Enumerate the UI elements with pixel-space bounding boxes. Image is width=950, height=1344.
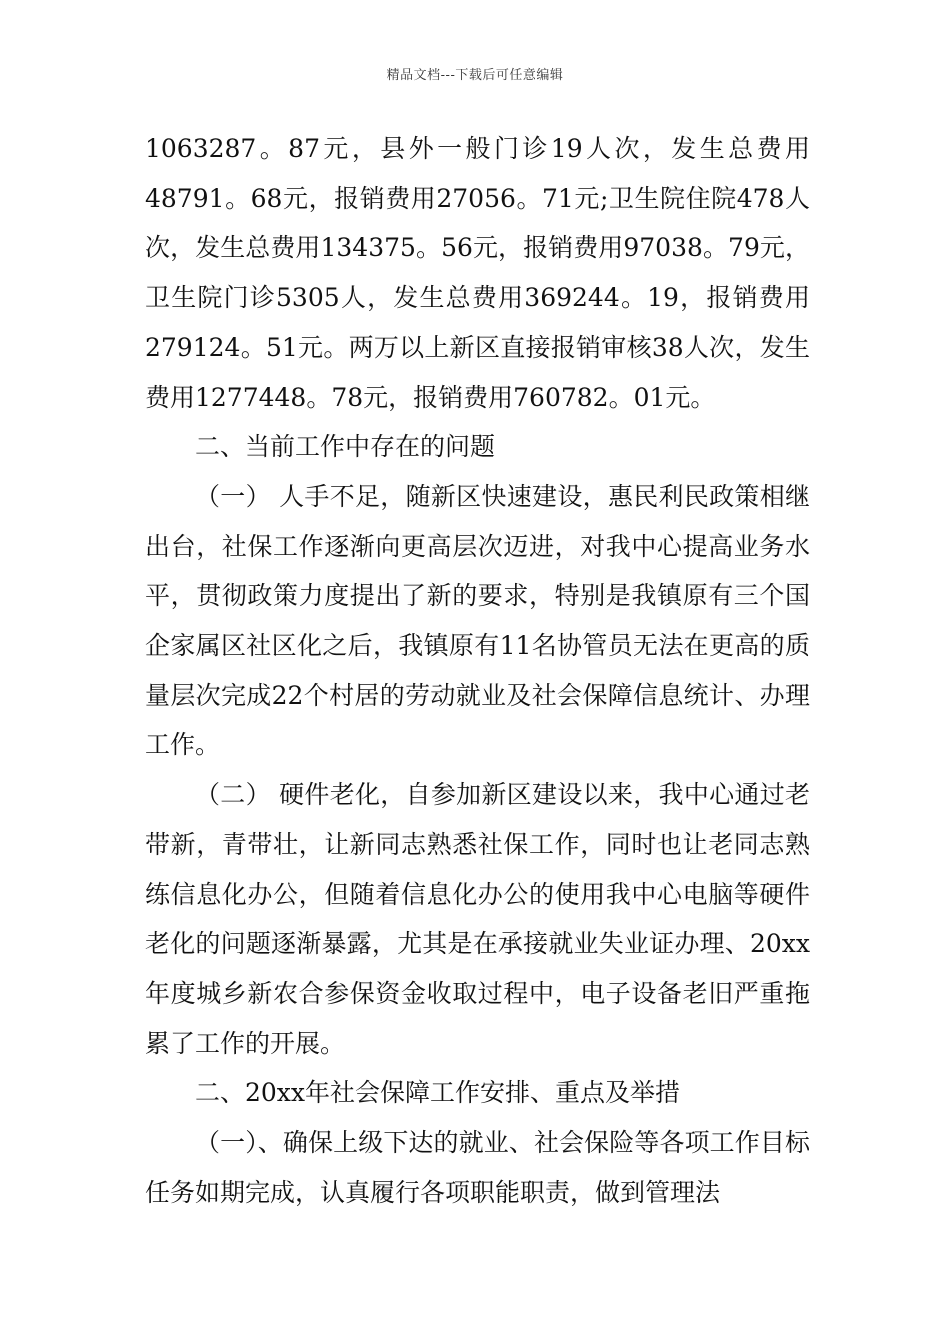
paragraph-stats-continued: 1063287。87元，县外一般门诊19人次，发生总费用48791。68元，报销费用27056。71元;卫生院住院478人次，发生总费用134375。56元，报销费用97038。79元，卫生院门诊5305人，发生总费用369244。19，报销费用279124。51元。两万以上新区直接报销审核38人次，发生费用1277448。78元，报销费用760782。01元。 bbox=[145, 134, 810, 412]
paragraph-problem-hardware: （二） 硬件老化，自参加新区建设以来，我中心通过老带新，青带壮，让新同志熟悉社保工作，同时也让老同志熟练信息化办公，但随着信息化办公的使用我中心电脑等硬件老化的问题逐渐暴露，尤其是在承接就业失业证办理、20xx年度城乡新农合参保资金收取过程中，电子设备老旧严重拖累了工作的开展。 bbox=[145, 780, 810, 1058]
section-heading-plan: 二、20xx年社会保障工作安排、重点及举措 bbox=[195, 1078, 681, 1108]
document-body bbox=[145, 124, 810, 1217]
paragraph-problem-staffing: （一） 人手不足，随新区快速建设，惠民利民政策相继出台，社保工作逐渐向更高层次迈进，对我中心提高业务水平，贯彻政策力度提出了新的要求，特别是我镇原有三个国企家属区社区化之后，我镇原有11名协管员无法在更高的质量层次完成22个村居的劳动就业及社会保障信息统计、办理工作。 bbox=[145, 481, 810, 760]
paragraph-plan-targets: （一）、确保上级下达的就业、社会保险等各项工作目标任务如期完成，认真履行各项职能职责，做到管理法 bbox=[145, 1128, 810, 1207]
page-header: 精品文档---下载后可任意编辑 bbox=[386, 68, 564, 83]
section-heading-problems: 二、当前工作中存在的问题 bbox=[195, 432, 496, 462]
